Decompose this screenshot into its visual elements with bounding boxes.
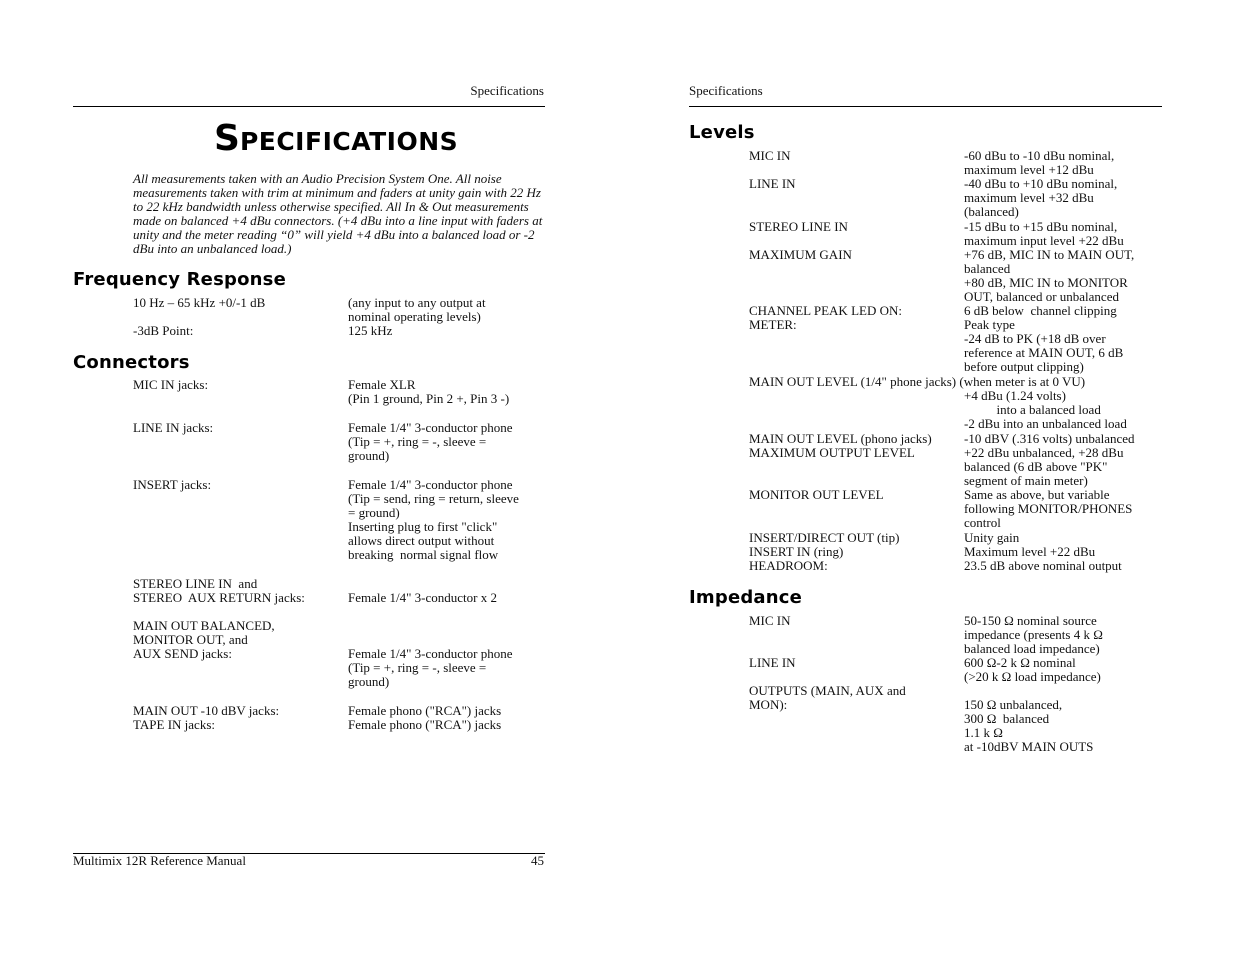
spec-value-line: -2 dBu into an unbalanced load (964, 416, 1127, 431)
section-heading-impedance: Impedance (689, 587, 803, 608)
section-heading-frequency-response: Frequency Response (73, 269, 286, 290)
spec-value-line: nominal operating levels) (348, 309, 481, 324)
spec-label (749, 488, 884, 502)
spec-label-line: STEREO LINE IN (749, 219, 848, 234)
spec-value-line: (balanced) (964, 204, 1019, 219)
spec-value-line: balanced (964, 261, 1011, 276)
footer-manual-title: Multimix 12R Reference Manual (73, 853, 246, 868)
spec-label (749, 531, 899, 573)
spec-value-line: Female 1/4" 3-conductor x 2 (348, 590, 497, 605)
spec-label-line: MAIN OUT BALANCED, (133, 618, 275, 633)
spec-value-line: -15 dBu to +15 dBu nominal, (964, 219, 1118, 234)
spec-label-line: CHANNEL PEAK LED ON: (749, 303, 902, 318)
intro-paragraph: All measurements taken with an Audio Precision System One. All noise measurements taken with trim at minimum and faders at unity gain with 22 Hz to 22 kHz bandwidth unless otherwise specified. All In & Out measurements made on balanced +4 dBu connectors. (+4 dBu into a line input with faders at unity and the meter reading “0” will yield +4 dBu into a balanced load or -2 dBu into an unbalanced load.) (133, 171, 543, 256)
spec-label-line: MONITOR OUT, and (133, 632, 248, 647)
spec-value-line (348, 633, 513, 647)
spec-value-line (348, 619, 513, 633)
spec-value-line: -60 dBu to -10 dBu nominal, (964, 148, 1115, 163)
spec-value-line: balanced load impedance) (964, 641, 1100, 656)
spec-value-line: Female XLR (348, 377, 416, 392)
spec-value (964, 531, 1122, 573)
spec-label-line: TAPE IN jacks: (133, 717, 215, 732)
spec-value (964, 488, 1132, 530)
spec-label-line: HEADROOM: (749, 558, 828, 573)
spec-value-line: (Tip = send, ring = return, sleeve (348, 491, 519, 506)
left-page-header: Specifications (470, 83, 544, 98)
spec-value (348, 421, 513, 463)
spec-value-line: 600 Ω-2 k Ω nominal (964, 655, 1076, 670)
right-header-rule (689, 106, 1162, 107)
spec-label (749, 248, 852, 262)
spec-value (964, 220, 1124, 248)
spec-value-line: ground) (348, 448, 390, 463)
spec-label-line: INSERT/DIRECT OUT (tip) (749, 530, 900, 545)
spec-value-line: maximum level +32 dBu (964, 190, 1094, 205)
right-page-header: Specifications (689, 83, 763, 98)
spec-value-line: maximum level +12 dBu (964, 162, 1094, 177)
spec-label (133, 478, 211, 492)
spec-value-line: = ground) (348, 505, 400, 520)
spec-value-line: -24 dB to PK (+18 dB over (964, 331, 1106, 346)
spec-value-line: +22 dBu unbalanced, +28 dBu (964, 445, 1124, 460)
spec-value-line: before output clipping) (964, 359, 1084, 374)
spec-value-line: (Tip = +, ring = -, sleeve = (348, 434, 487, 449)
spec-value-line: following MONITOR/PHONES (964, 501, 1133, 516)
spec-value-line: (Tip = +, ring = -, sleeve = (348, 660, 487, 675)
spec-value-line: Female 1/4" 3-conductor phone (348, 646, 513, 661)
spec-value-line: impedance (presents 4 k Ω (964, 627, 1103, 642)
spec-value-line: 6 dB below channel clipping (964, 303, 1117, 318)
spec-value-line: Female phono ("RCA") jacks (348, 717, 502, 732)
spec-label-line: MAIN OUT LEVEL (phono jacks) (749, 431, 932, 446)
spec-value-line: +76 dB, MIC IN to MAIN OUT, (964, 247, 1135, 262)
spec-value-line (348, 577, 497, 591)
spec-value (964, 304, 1123, 374)
spec-label (749, 220, 848, 234)
spec-label-line: MAXIMUM OUTPUT LEVEL (749, 445, 915, 460)
spec-label (133, 296, 265, 310)
spec-value (964, 614, 1103, 656)
spec-value-line: (>20 k Ω load impedance) (964, 669, 1101, 684)
left-header-rule (73, 106, 545, 107)
spec-value (964, 177, 1117, 219)
spec-label (133, 704, 279, 732)
spec-label-line: METER: (749, 317, 797, 332)
spec-value-line: ground) (348, 674, 390, 689)
spec-value-line: -10 dBV (.316 volts) unbalanced (964, 431, 1135, 446)
spec-value-line: breaking normal signal flow (348, 547, 499, 562)
spec-label-line: OUTPUTS (MAIN, AUX and (749, 683, 906, 698)
page-title (214, 118, 458, 159)
spec-value-line: 23.5 dB above nominal output (964, 558, 1122, 573)
section-heading-connectors: Connectors (73, 352, 190, 373)
spec-value (964, 656, 1101, 684)
section-heading-levels: Levels (689, 122, 755, 143)
spec-value (348, 378, 509, 406)
spec-value-line: control (964, 515, 1001, 530)
spec-label-line: INSERT jacks: (133, 477, 212, 492)
spec-label (133, 324, 193, 338)
spec-value-line: Female phono ("RCA") jacks (348, 703, 502, 718)
spec-value-line: maximum input level +22 dBu (964, 233, 1124, 248)
spec-label-line: INSERT IN (ring) (749, 544, 844, 559)
spec-value-line: reference at MAIN OUT, 6 dB (964, 345, 1124, 360)
spec-label (749, 149, 791, 163)
spec-value (348, 619, 513, 689)
spec-value-line: segment of main meter) (964, 473, 1088, 488)
spec-label-line: STEREO AUX RETURN jacks: (133, 590, 305, 605)
spec-value (348, 704, 501, 732)
spec-value-line (964, 684, 1093, 698)
spec-value-line: OUT, balanced or unbalanced (964, 289, 1119, 304)
spec-label (133, 378, 208, 392)
spec-value (348, 296, 486, 324)
spec-value-line: Maximum level +22 dBu (964, 544, 1096, 559)
spec-label (749, 656, 796, 670)
spec-label-line: AUX SEND jacks: (133, 646, 232, 661)
footer-page-number: 45 (531, 853, 544, 868)
spec-label-line: LINE IN (749, 655, 796, 670)
spec-value-line: 1.1 k Ω (964, 725, 1003, 740)
spec-label-line: -3dB Point: (133, 323, 194, 338)
spec-value-line: into a balanced load (964, 402, 1101, 417)
spec-value-line: Female 1/4" 3-conductor phone (348, 477, 513, 492)
spec-value-line: +80 dB, MIC IN to MONITOR (964, 275, 1128, 290)
spec-value-line: Unity gain (964, 530, 1020, 545)
spec-value-line: 300 Ω balanced (964, 711, 1050, 726)
spec-label (133, 619, 275, 661)
spec-label-line: MON): (749, 697, 788, 712)
spec-label-line: MIC IN (749, 148, 791, 163)
title-rest: PECIFICATIONS (239, 127, 459, 156)
spec-value-line: +4 dBu (1.24 volts) (964, 388, 1066, 403)
spec-value (348, 577, 497, 605)
spec-label-line: LINE IN (749, 176, 796, 191)
spec-value-line: (any input to any output at (348, 295, 486, 310)
spec-value (348, 478, 519, 562)
spec-value (348, 324, 392, 338)
spec-label-line: MIC IN jacks: (133, 377, 209, 392)
spec-value (964, 432, 1135, 488)
spec-value-line: Inserting plug to first "click" (348, 519, 498, 534)
spec-value-line: 50-150 Ω nominal source (964, 613, 1097, 628)
spec-value (964, 684, 1093, 754)
spec-value (964, 248, 1134, 304)
title-initial: S (214, 118, 240, 159)
spec-label (749, 304, 902, 332)
spec-label-line: MONITOR OUT LEVEL (749, 487, 884, 502)
spec-label-line: MAIN OUT -10 dBV jacks: (133, 703, 280, 718)
spec-value-line: allows direct output without (348, 533, 495, 548)
spec-label (749, 614, 791, 628)
spec-label (749, 432, 932, 460)
spec-label-line: MIC IN (749, 613, 791, 628)
spec-label (133, 421, 213, 435)
spec-value-line: -40 dBu to +10 dBu nominal, (964, 176, 1118, 191)
spec-value-line: at -10dBV MAIN OUTS (964, 739, 1094, 754)
spec-label-line: MAIN OUT LEVEL (1/4" phone jacks) (when meter is at 0 VU) (749, 374, 1086, 389)
spec-label (133, 577, 305, 605)
spec-value-line: Peak type (964, 317, 1015, 332)
spec-value-line (964, 375, 1127, 389)
spec-label (749, 684, 906, 712)
spec-value-line: balanced (6 dB above "PK" (964, 459, 1108, 474)
spec-value-line: Same as above, but variable (964, 487, 1110, 502)
spec-label (749, 177, 796, 191)
spec-value-line: (Pin 1 ground, Pin 2 +, Pin 3 -) (348, 391, 510, 406)
spec-label-line: LINE IN jacks: (133, 420, 214, 435)
spec-value-line: 125 kHz (348, 323, 393, 338)
spec-label-line: MAXIMUM GAIN (749, 247, 852, 262)
spec-label-line: 10 Hz – 65 kHz +0/-1 dB (133, 295, 266, 310)
spec-value-line: Female 1/4" 3-conductor phone (348, 420, 513, 435)
spec-value-line: 150 Ω unbalanced, (964, 697, 1063, 712)
spec-label-line: STEREO LINE IN and (133, 576, 258, 591)
spec-value (964, 149, 1114, 177)
spec-value (964, 375, 1127, 431)
